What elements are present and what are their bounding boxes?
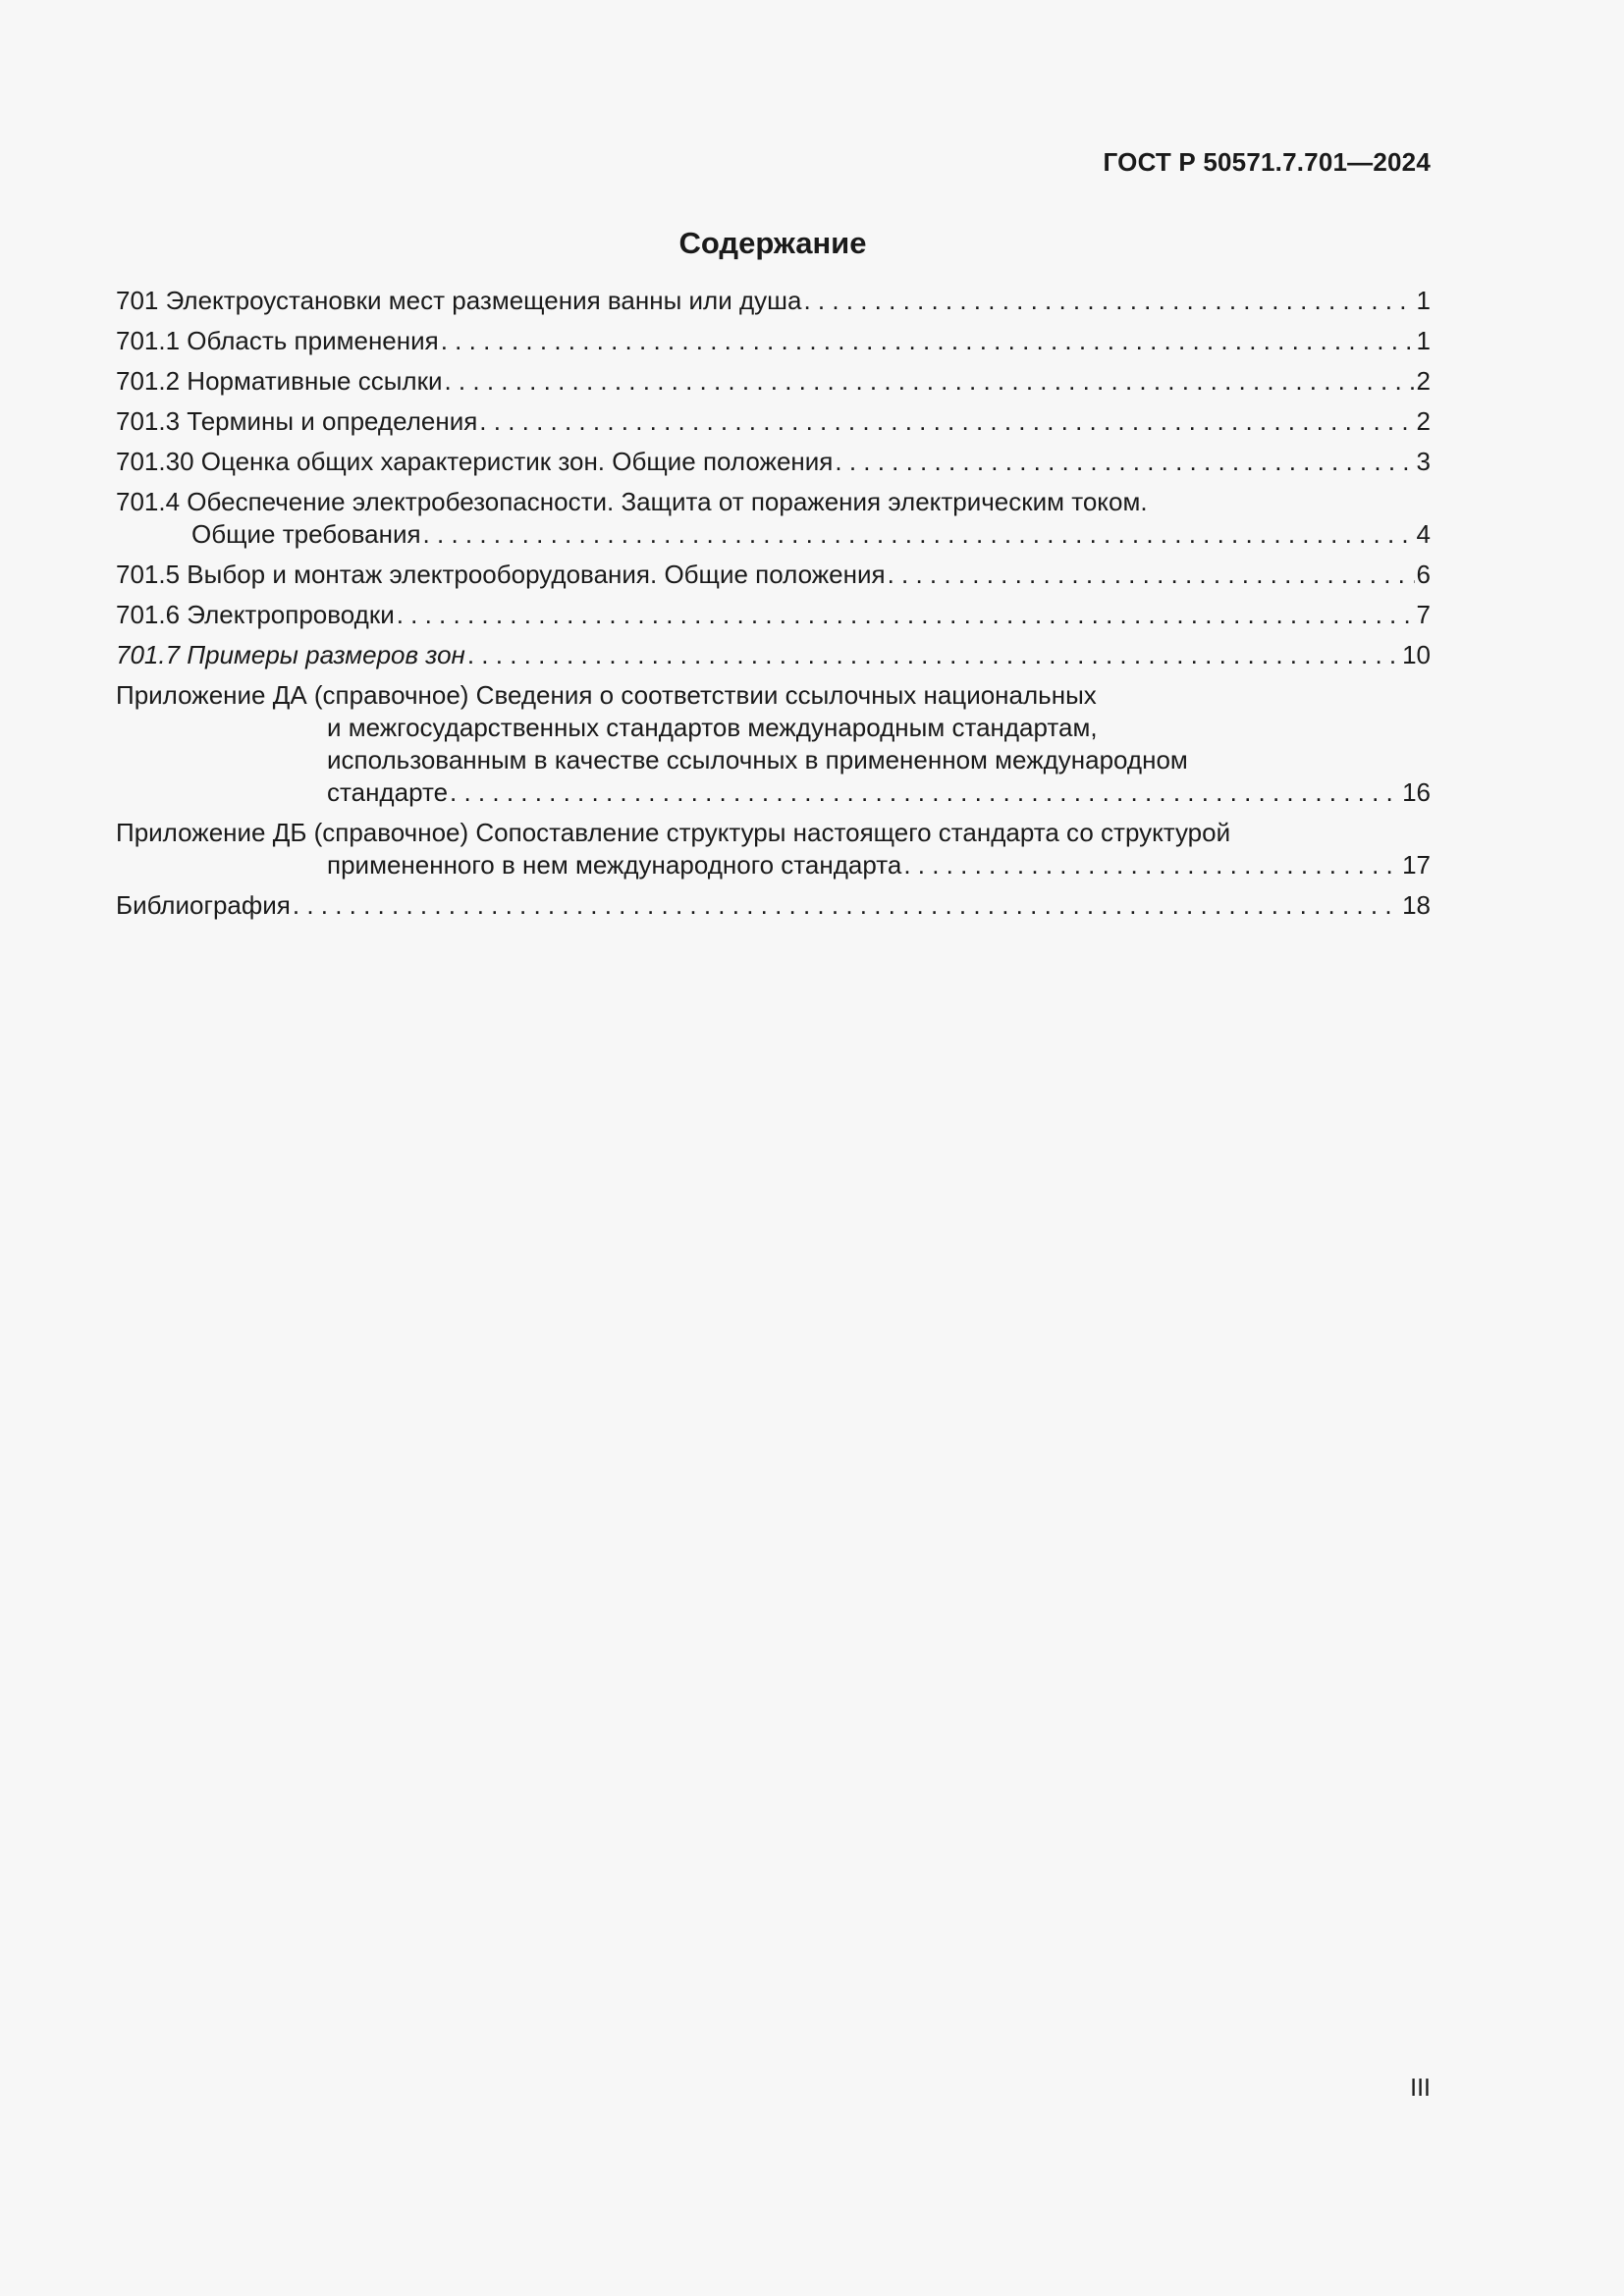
toc-title: Содержание (678, 226, 867, 260)
toc-entry-title-continued: Общие требования (191, 519, 421, 549)
toc-entry-page: 17 (1402, 850, 1431, 880)
toc-entry[interactable] (116, 486, 1431, 551)
document-code: ГОСТ Р 50571.7.701—2024 (1103, 147, 1431, 177)
table-of-contents (116, 285, 1431, 930)
toc-entry-page: 3 (1416, 447, 1431, 476)
toc-entry-page: 2 (1416, 406, 1431, 436)
toc-entry-title: 701.3 Термины и определения (116, 406, 478, 436)
dot-leader (903, 849, 1400, 881)
toc-entry-page: 6 (1416, 560, 1431, 589)
toc-entry-title: Библиография (116, 890, 291, 920)
dot-leader (397, 599, 1415, 631)
toc-entry[interactable] (116, 889, 1431, 922)
dot-leader (450, 776, 1400, 809)
toc-entry-title-continued: стандарте (327, 777, 449, 807)
toc-entry[interactable] (116, 365, 1431, 398)
toc-entry-page: 7 (1416, 600, 1431, 629)
dot-leader (803, 285, 1414, 317)
toc-entry[interactable] (116, 285, 1431, 317)
toc-entry[interactable] (116, 679, 1431, 809)
page-number: III (1410, 2074, 1431, 2102)
dot-leader (835, 446, 1414, 478)
toc-entry-page: 18 (1402, 890, 1431, 920)
toc-entry-title: Приложение ДБ (справочное) Сопоставление структуры настоящего стандарта со структурой (116, 818, 1231, 847)
toc-entry[interactable] (116, 639, 1431, 671)
toc-entry-title: Приложение ДА (справочное) Сведения о соответствии ссылочных национальных (116, 680, 1097, 710)
toc-entry-page: 1 (1416, 286, 1431, 315)
toc-entry-title: 701.2 Нормативные ссылки (116, 366, 443, 396)
dot-leader (444, 365, 1414, 398)
toc-entry-title: 701.7 Примеры размеров зон (116, 640, 465, 669)
dot-leader (441, 325, 1415, 357)
toc-entry[interactable] (116, 325, 1431, 357)
dot-leader (423, 518, 1415, 551)
toc-entry[interactable] (116, 446, 1431, 478)
toc-entry-title: 701.1 Область применения (116, 326, 439, 355)
toc-entry-title: 701.5 Выбор и монтаж электрооборудования. Общие положения (116, 560, 886, 589)
toc-entry-page: 16 (1402, 777, 1431, 807)
toc-entry-title-continued: примененного в нем международного стандарта (327, 850, 902, 880)
toc-entry-page: 2 (1416, 366, 1431, 396)
toc-entry-title: 701 Электроустановки мест размещения ванны или душа (116, 286, 802, 315)
toc-entry[interactable] (116, 559, 1431, 591)
toc-entry[interactable] (116, 599, 1431, 631)
toc-entry-page: 1 (1416, 326, 1431, 355)
toc-entry-title-continued: и межгосударственных стандартов международным стандартам, (327, 713, 1098, 742)
dot-leader (888, 559, 1415, 591)
toc-entry-title: 701.4 Обеспечение электробезопасности. Защита от поражения электрическим током. (116, 487, 1148, 516)
dot-leader (293, 889, 1400, 922)
toc-entry[interactable] (116, 405, 1431, 438)
toc-entry[interactable] (116, 817, 1431, 881)
toc-entry-title: 701.6 Электропроводки (116, 600, 395, 629)
dot-leader (467, 639, 1400, 671)
toc-entry-title-continued: использованным в качестве ссылочных в примененном международном (327, 745, 1188, 774)
dot-leader (479, 405, 1414, 438)
toc-entry-page: 4 (1416, 519, 1431, 549)
toc-entry-page: 10 (1402, 640, 1431, 669)
toc-entry-title: 701.30 Оценка общих характеристик зон. Общие положения (116, 447, 834, 476)
